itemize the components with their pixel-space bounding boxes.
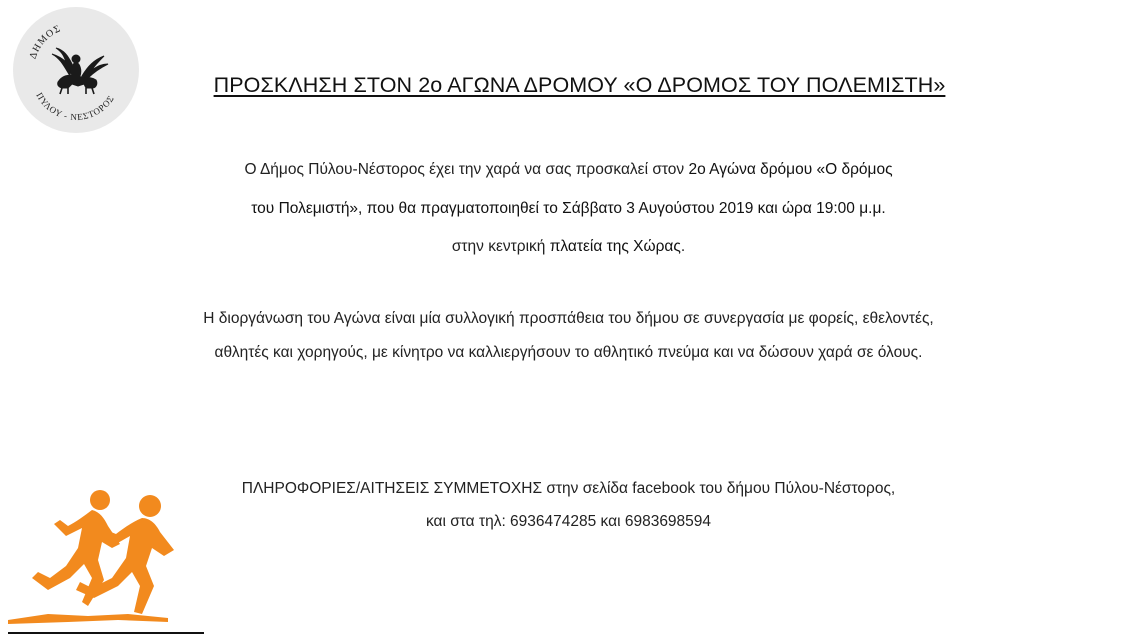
paragraph-1-line-3-end: .: [680, 238, 686, 255]
municipality-logo: [12, 6, 140, 134]
info-line-2: και στα τηλ: 6936474285 και 6983698594: [425, 513, 712, 530]
ground-shadow: [8, 614, 168, 624]
logo-text-top: ΔΗΜΟΣ: [27, 23, 63, 61]
venue-name: πλατεία της Χώρας: [549, 238, 681, 255]
page-title: ΠΡΟΣΚΛΗΣΗ ΣΤΟΝ 2ο ΑΓΩΝΑ ΔΡΟΜΟΥ «Ο ΔΡΟΜΟΣ ΤΟΥ ΠΟΛΕΜΙΣΤΗ»: [213, 73, 946, 97]
paragraph-2-line-1: Η διοργάνωση του Αγώνα είναι μία συλλογική προσπάθεια του δήμου σε συνεργασία με φορείς, εθελοντές,: [203, 310, 934, 327]
paragraph-1-line-1-text: Ο Δήμος Πύλου-Νέστορος έχει την χαρά να σας προσκαλεί στον: [244, 161, 689, 178]
paragraph-1-line-3: [0, 238, 1137, 256]
paragraph-1-line-2: του Πολεμιστή», που θα πραγματοποιηθεί το Σάββατο 3 Αυγούστου 2019 και ώρα 19:00 μ.μ.: [251, 200, 886, 217]
race-name: 2ο Αγώνα δρόμου «Ο δρόμος: [688, 161, 893, 178]
info-line-1: ΠΛΗΡΟΦΟΡΙΕΣ/ΑΙΤΗΣΕΙΣ ΣΥΜΜΕΤΟΧΗΣ στην σελίδα facebook του δήμου Πύλου-Νέστορος,: [241, 480, 896, 497]
runners-icon: [8, 486, 208, 636]
ground-line: [8, 632, 204, 634]
paragraph-2-line-2: αθλητές και χορηγούς, με κίνητρο να καλλιεργήσουν το αθλητικό πνεύμα και να δώσουν χαρά σε όλους.: [214, 344, 923, 361]
logo-text-bottom: ΠΥΛΟΥ - ΝΕΣΤΟΡΟΣ: [34, 90, 117, 123]
paragraph-1-line-1: [0, 161, 1137, 179]
paragraph-1-line-3-text: στην κεντρική: [451, 238, 550, 255]
